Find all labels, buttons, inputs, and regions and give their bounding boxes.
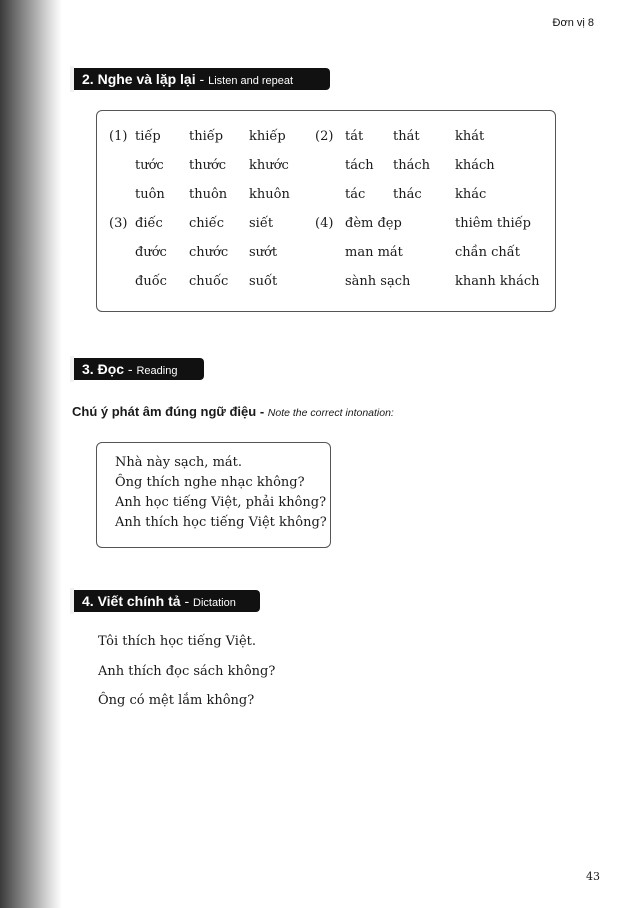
reading-line: Anh học tiếng Việt, phải không? bbox=[115, 495, 327, 510]
dictation-line: Tôi thích học tiếng Việt. bbox=[98, 634, 257, 649]
section-title: Đọc bbox=[97, 361, 125, 377]
reading-instruction bbox=[72, 404, 394, 419]
word: khước bbox=[249, 158, 289, 173]
instruction-dash: - bbox=[259, 404, 265, 419]
scan-binding-shadow bbox=[0, 0, 62, 908]
page-number: 43 bbox=[586, 870, 600, 883]
word: đước bbox=[135, 245, 167, 260]
word: chiếc bbox=[189, 216, 225, 231]
banner-accent-bar bbox=[70, 588, 74, 614]
group-label: (4) bbox=[315, 216, 334, 231]
word-pair: thiêm thiếp bbox=[455, 216, 531, 231]
word-pair: đèm đẹp bbox=[345, 216, 402, 231]
word: thiếp bbox=[189, 129, 224, 144]
reading-box bbox=[96, 442, 331, 548]
section-title: Viết chính tả bbox=[97, 593, 181, 609]
word: tiếp bbox=[135, 129, 161, 144]
section-banner-dictation bbox=[70, 590, 260, 612]
reading-lines bbox=[115, 453, 327, 533]
reading-line: Anh thích học tiếng Việt không? bbox=[115, 515, 327, 530]
word: thác bbox=[393, 187, 422, 202]
section-number: 3. bbox=[82, 361, 94, 377]
word: tác bbox=[345, 187, 366, 202]
unit-label: Đơn vị 8 bbox=[552, 17, 594, 29]
section-subtitle: Dictation bbox=[193, 597, 236, 609]
word: tước bbox=[135, 158, 164, 173]
reading-line: Nhà này sạch, mát. bbox=[115, 455, 243, 470]
word: điếc bbox=[135, 216, 163, 231]
section-number: 2. bbox=[82, 71, 94, 87]
word: tát bbox=[345, 129, 364, 144]
word-pair: sành sạch bbox=[345, 274, 411, 289]
group-label: (1) bbox=[109, 129, 128, 144]
word: thuôn bbox=[189, 187, 228, 202]
listen-repeat-box bbox=[96, 110, 556, 312]
word: chước bbox=[189, 245, 229, 260]
instruction-text: Chú ý phát âm đúng ngữ điệu bbox=[72, 404, 257, 419]
word-pair: man mát bbox=[345, 245, 403, 260]
word: tách bbox=[345, 158, 374, 173]
word: tuôn bbox=[135, 187, 165, 202]
banner-accent-bar bbox=[70, 66, 74, 92]
word: khiếp bbox=[249, 129, 286, 144]
group-label: (2) bbox=[315, 129, 334, 144]
section-subtitle: Reading bbox=[136, 365, 178, 377]
word-pair: chần chất bbox=[455, 245, 520, 260]
word: siết bbox=[249, 216, 274, 231]
dictation-line: Anh thích đọc sách không? bbox=[98, 664, 276, 679]
section-title: Nghe và lặp lại bbox=[97, 71, 196, 87]
dictation-line: Ông có mệt lắm không? bbox=[98, 693, 255, 708]
section-subtitle: Listen and repeat bbox=[208, 75, 294, 87]
word-pair: khanh khách bbox=[455, 274, 540, 289]
word: khát bbox=[455, 129, 485, 144]
section-banner-listen-repeat bbox=[70, 68, 330, 90]
section-dash: - bbox=[184, 593, 190, 609]
word: khách bbox=[455, 158, 495, 173]
reading-line: Ông thích nghe nhạc không? bbox=[115, 475, 305, 490]
group-label: (3) bbox=[109, 216, 128, 231]
word: sướt bbox=[249, 245, 278, 260]
word: khuôn bbox=[249, 187, 290, 202]
banner-accent-bar bbox=[70, 356, 74, 382]
word: đuốc bbox=[135, 274, 167, 289]
word: khác bbox=[455, 187, 487, 202]
section-banner-reading bbox=[70, 358, 204, 380]
word: thách bbox=[393, 158, 431, 173]
section-dash: - bbox=[199, 71, 205, 87]
section-number: 4. bbox=[82, 593, 94, 609]
instruction-english: Note the correct intonation: bbox=[267, 407, 394, 419]
word: chuốc bbox=[189, 274, 229, 289]
word: thước bbox=[189, 158, 227, 173]
section-dash: - bbox=[127, 361, 133, 377]
word: thát bbox=[393, 129, 420, 144]
word: suốt bbox=[249, 274, 278, 289]
